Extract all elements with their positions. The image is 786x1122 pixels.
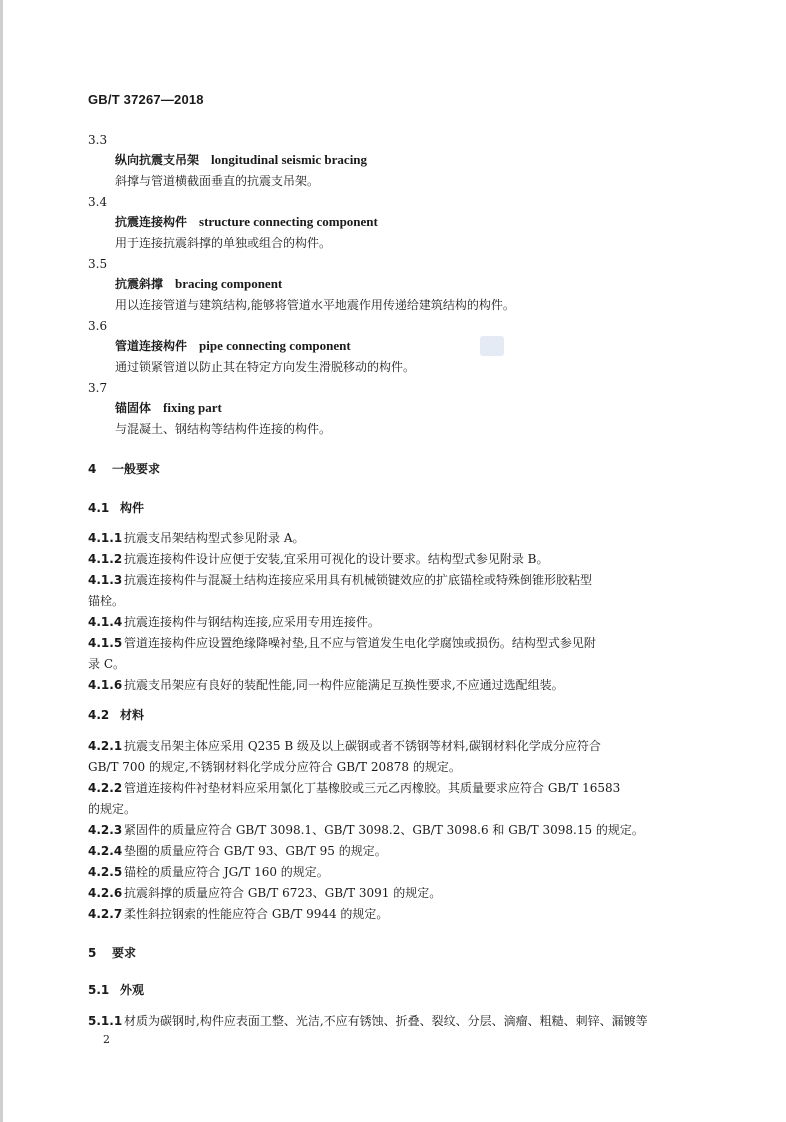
clause [88,635,596,651]
clause-number: 5.1.1 [88,1014,123,1028]
subsection-title: 外观 [120,983,145,997]
subsection-number: 4.2 [88,708,110,722]
clause-text: 锚栓的质量应符合 JG/T 160 的规定。 [124,865,329,879]
clause-number: 4.2.4 [88,844,123,858]
subsection-heading [88,982,144,998]
clause-text: 垫圈的质量应符合 GB/T 93、GB/T 95 的规定。 [124,844,387,858]
clause-number: 4.2.3 [88,823,123,837]
term-definition: 用以连接管道与建筑结构,能够将管道水平地震作用传递给建筑结构的构件。 [115,298,515,312]
clause-text: 抗震连接构件设计应便于安装,宜采用可视化的设计要求。结构型式参见附录 B。 [124,552,549,566]
clause-text: 抗震斜撑的质量应符合 GB/T 6723、GB/T 3091 的规定。 [124,886,442,900]
term-english: longitudinal seismic bracing [211,152,368,167]
clause-number: 4.1.4 [88,615,123,629]
page-edge [0,0,3,1122]
term-chinese: 纵向抗震支吊架 [115,153,200,167]
term-heading [115,400,222,416]
clause-number: 4.2.7 [88,907,123,921]
term-number: 3.3 [88,133,108,147]
term-definition: 斜撑与管道横截面垂直的抗震支吊架。 [115,174,320,188]
section-heading [88,461,160,477]
term-definition: 通过锁紧管道以防止其在特定方向发生滑脱移动的构件。 [115,360,416,374]
clause [88,843,387,859]
clause [88,822,644,838]
clause [88,614,380,630]
clause [88,885,441,901]
clause-text: 管道连接构件应设置绝缘降噪衬垫,且不应与管道发生电化学腐蚀或损伤。结构型式参见附 [124,636,596,650]
clause-text: 抗震连接构件与钢结构连接,应采用专用连接件。 [124,615,380,629]
clause-number: 4.1.6 [88,678,123,692]
clause-text: 柔性斜拉钢索的性能应符合 GB/T 9944 的规定。 [124,907,389,921]
clause-continuation: GB/T 700 的规定,不锈钢材料化学成分应符合 GB/T 20878 的规定。 [88,760,461,774]
section-number: 4 [88,462,97,476]
clause-number: 4.2.5 [88,865,123,879]
clause [88,780,620,796]
clause-text: 抗震支吊架主体应采用 Q235 B 级及以上碳钢或者不锈钢等材料,碳钢材料化学成分应符合 [124,739,601,753]
clause [88,906,388,922]
subsection-heading [88,500,144,516]
clause-number: 4.2.6 [88,886,123,900]
subsection-title: 构件 [120,501,145,515]
clause-text: 紧固件的质量应符合 GB/T 3098.1、GB/T 3098.2、GB/T 3098.6 和 GB/T 3098.15 的规定。 [124,823,644,837]
term-heading [115,276,282,292]
clause [88,677,564,693]
clause-number: 4.2.1 [88,739,123,753]
term-english: fixing part [163,400,222,415]
subsection-title: 材料 [120,708,145,722]
clause-text: 抗震连接构件与混凝土结构连接应采用具有机械锁键效应的扩底锚栓或特殊倒锥形胶粘型 [124,573,593,587]
clause-continuation: 录 C。 [88,657,125,671]
clause-number: 4.1.2 [88,552,123,566]
subsection-number: 4.1 [88,501,110,515]
term-english: pipe connecting component [199,338,351,353]
term-english: structure connecting component [199,214,378,229]
term-chinese: 抗震连接构件 [115,215,188,229]
term-chinese: 抗震斜撑 [115,277,164,291]
section-heading [88,945,136,961]
term-number: 3.5 [88,257,108,271]
term-number: 3.6 [88,319,108,333]
section-title: 要求 [112,946,137,960]
clause-text: 管道连接构件衬垫材料应采用氯化丁基橡胶或三元乙丙橡胶。其质量要求应符合 GB/T 16583 [124,781,621,795]
clause-number: 4.1.1 [88,531,123,545]
clause [88,530,304,546]
clause-continuation: 的规定。 [88,802,137,816]
clause [88,864,329,880]
clause-number: 4.1.3 [88,573,123,587]
term-chinese: 管道连接构件 [115,339,188,353]
clause-text: 抗震支吊架应有良好的装配性能,同一构件应能满足互换性要求,不应通过选配组装。 [124,678,564,692]
term-definition: 用于连接抗震斜撑的单独或组合的构件。 [115,236,332,250]
clause-text: 材质为碳钢时,构件应表面工整、光洁,不应有锈蚀、折叠、裂纹、分层、滴瘤、粗糙、刺锌、漏镀等 [124,1014,648,1028]
clause [88,551,548,567]
clause [88,1013,648,1029]
clause [88,738,601,754]
term-number: 3.4 [88,195,108,209]
clause-number: 4.1.5 [88,636,123,650]
page-number: 2 [103,1033,110,1046]
term-definition: 与混凝土、钢结构等结构件连接的构件。 [115,422,332,436]
clause-continuation: 锚栓。 [88,594,125,608]
clause [88,572,592,588]
term-heading [115,152,367,168]
term-heading [115,338,351,354]
term-heading [115,214,378,230]
section-title: 一般要求 [112,462,161,476]
term-english: bracing component [175,276,283,291]
clause-number: 4.2.2 [88,781,123,795]
watermark-logo [480,336,504,356]
section-number: 5 [88,946,97,960]
term-chinese: 锚固体 [115,401,152,415]
subsection-heading [88,707,144,723]
standard-number: GB/T 37267—2018 [88,92,204,107]
subsection-number: 5.1 [88,983,110,997]
clause-text: 抗震支吊架结构型式参见附录 A。 [124,531,305,545]
term-number: 3.7 [88,381,108,395]
